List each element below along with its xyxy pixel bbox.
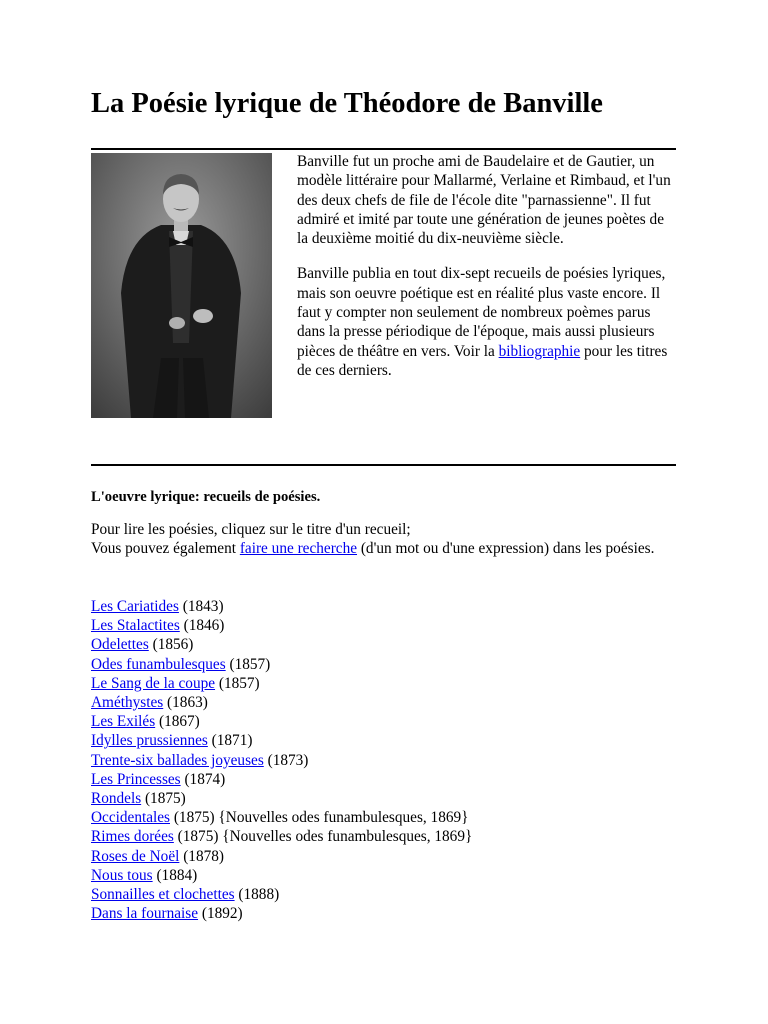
recueil-link[interactable]: Roses de Noël — [91, 847, 180, 865]
list-item — [91, 847, 472, 866]
recueil-link[interactable]: Les Cariatides — [91, 598, 179, 615]
instructions — [91, 520, 681, 559]
instructions-line-2-end: (d'un mot ou d'une expression) dans les poésies. — [357, 540, 655, 558]
recueil-link[interactable]: Dans la fournaise — [91, 905, 199, 923]
recueils-list — [91, 597, 472, 923]
instructions-line-2: Vous pouvez également — [91, 540, 240, 558]
list-item — [91, 866, 472, 885]
recueil-year: (1888) — [234, 886, 280, 904]
recueil-year: (1878) — [179, 847, 224, 865]
recueil-link[interactable]: Sonnailles et clochettes — [91, 886, 235, 904]
recueil-link[interactable]: Rondels — [91, 790, 142, 808]
list-item — [91, 731, 472, 750]
recueil-link[interactable]: Idylles prussiennes — [91, 732, 208, 750]
recueil-year: (1892) — [198, 905, 243, 923]
recueil-year: (1874) — [180, 770, 226, 788]
recueil-link[interactable]: Les Princesses — [91, 770, 181, 788]
recueil-link[interactable]: Trente-six ballades joyeuses — [91, 751, 264, 769]
search-link[interactable]: faire une recherche — [239, 540, 358, 558]
recueil-link[interactable]: Occidentales — [91, 809, 170, 827]
recueil-year: (1867) — [155, 713, 200, 731]
divider-middle — [91, 464, 676, 466]
list-item — [91, 808, 472, 827]
list-item — [91, 635, 472, 654]
recueil-year: (1843) — [178, 598, 224, 615]
recueil-link[interactable]: Nous tous — [91, 866, 153, 884]
list-item — [91, 693, 472, 712]
list-item — [91, 655, 472, 674]
recueil-year: (1846) — [179, 617, 225, 635]
list-item — [91, 616, 472, 635]
list-item — [91, 770, 472, 789]
page-title: La Poésie lyrique de Théodore de Banville — [91, 88, 603, 119]
recueil-link[interactable]: Odes funambulesques — [91, 655, 226, 673]
recueil-year: (1856) — [148, 636, 194, 654]
list-item — [91, 789, 472, 808]
divider-top — [91, 148, 676, 150]
bibliographie-link[interactable]: bibliographie — [498, 342, 581, 360]
intro-paragraph-2 — [297, 264, 677, 380]
recueil-link[interactable]: Le Sang de la coupe — [91, 674, 216, 692]
section-title: L'oeuvre lyrique: recueils de poésies. — [91, 489, 321, 505]
intro-paragraph-2-text: Banville publia en tout dix-sept recueils de poésies lyriques, mais son oeuvre poétique est en réalité plus vaste encore. Il faut y compter non seulement de nombreux poèmes parus dans la presse périodique de l'époque, mais aussi plusieurs pièces de théâtre en vers. Voir la — [297, 265, 666, 360]
list-item — [91, 904, 472, 923]
recueil-year: (1873) — [263, 751, 309, 769]
list-item — [91, 674, 472, 693]
intro-paragraph-2-end: pour les titres de ces derniers. — [297, 342, 668, 379]
recueil-year: (1871) — [207, 732, 253, 750]
list-item — [91, 712, 472, 731]
recueil-link[interactable]: Odelettes — [91, 636, 149, 654]
recueil-year: (1884) — [152, 866, 198, 884]
recueil-year: (1875) {Nouvelles odes funambulesques, 1869} — [170, 809, 469, 827]
intro-paragraph-1: Banville fut un proche ami de Baudelaire et de Gautier, un modèle littéraire pour Mallarmé, Verlaine et Rimbaud, et l'un des deux chefs de file de l'école dite "parnassienne". Il fut admiré et imité par toute une génération de jeunes poètes de la deuxième moitié du dix-neuvième siècle. — [297, 153, 671, 248]
list-item — [91, 597, 472, 616]
recueil-link[interactable]: Améthystes — [91, 694, 164, 712]
list-item — [91, 751, 472, 770]
recueil-year: (1875) — [141, 790, 186, 808]
recueil-link[interactable]: Les Exilés — [91, 713, 156, 731]
recueil-year: (1857) — [225, 655, 271, 673]
recueil-year: (1857) — [215, 674, 260, 692]
list-item — [91, 885, 472, 904]
list-item — [91, 827, 472, 846]
recueil-link[interactable]: Les Stalactites — [91, 617, 180, 635]
recueil-link[interactable]: Rimes dorées — [91, 828, 174, 846]
recueil-year: (1875) {Nouvelles odes funambulesques, 1869} — [173, 828, 473, 846]
instructions-line-1: Pour lire les poésies, cliquez sur le titre d'un recueil; — [91, 521, 411, 538]
recueil-year: (1863) — [163, 694, 208, 712]
intro-text — [297, 152, 677, 396]
portrait-photo — [91, 153, 272, 418]
